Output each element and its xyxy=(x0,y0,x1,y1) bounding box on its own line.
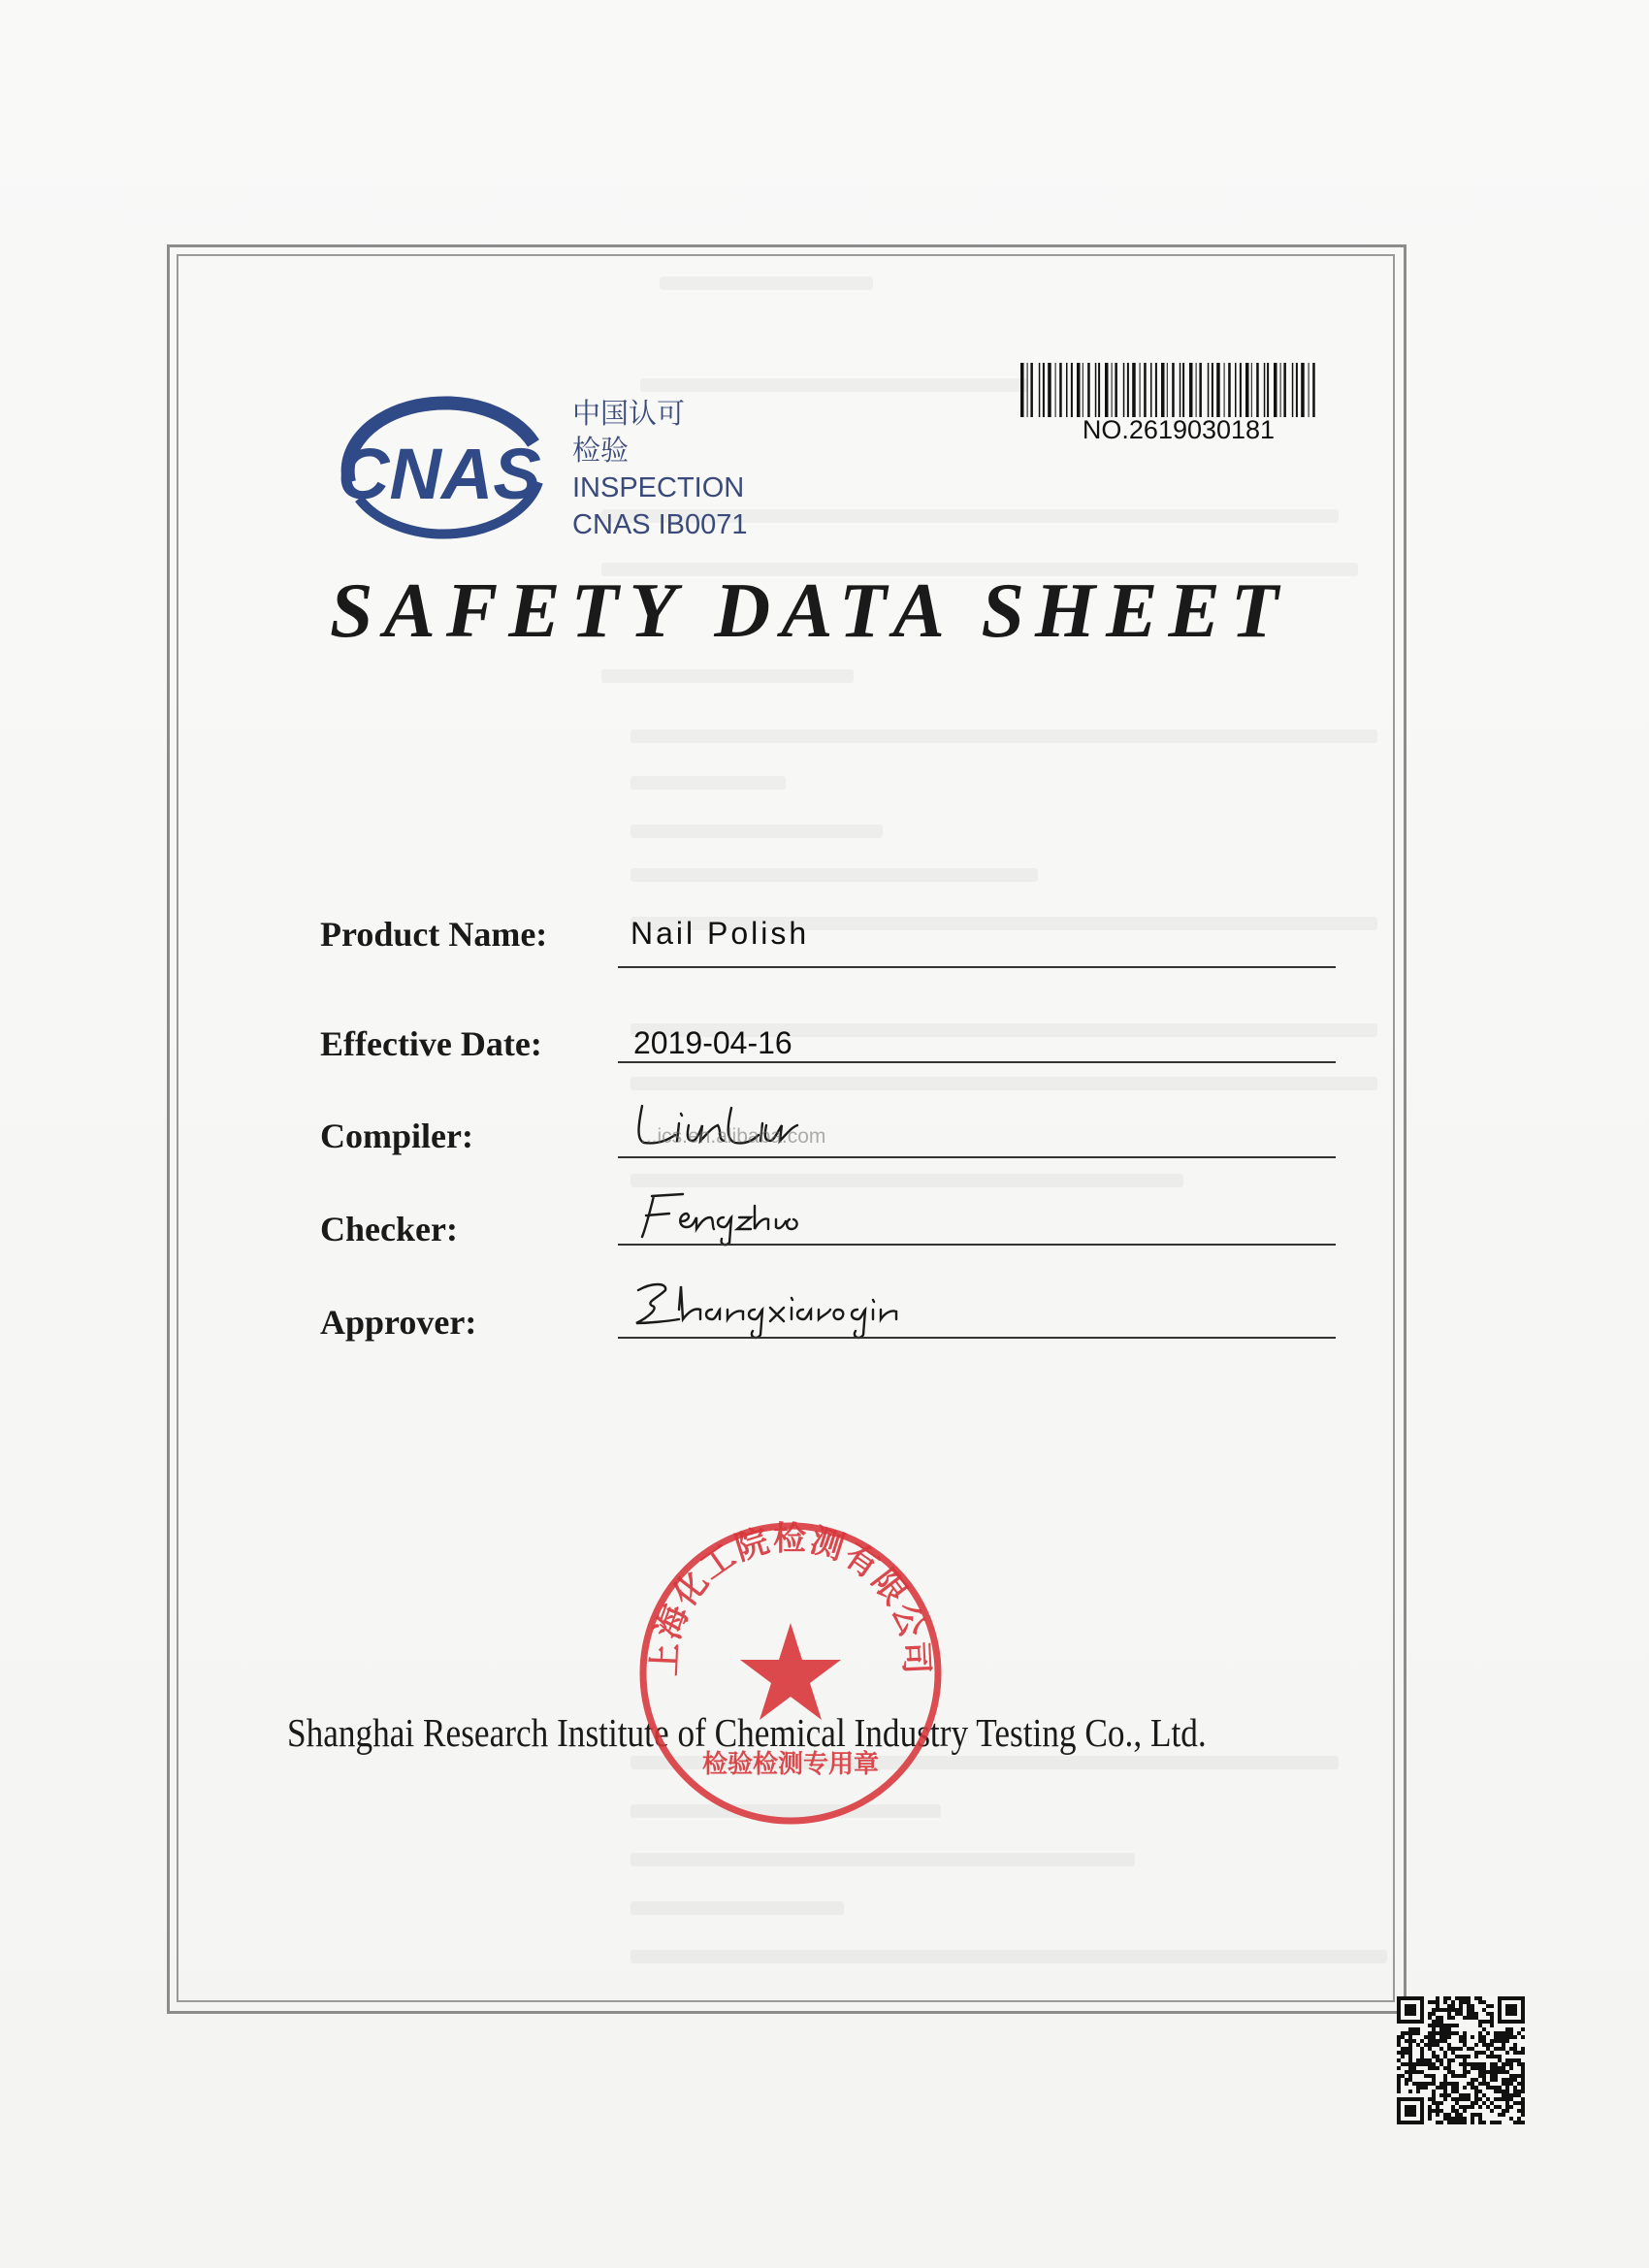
seal-outer-text: 上海化工院检测有限公司 xyxy=(645,1519,936,1677)
product-name-label: Product Name: xyxy=(320,915,548,954)
approver-signature xyxy=(629,1273,900,1343)
qr-code xyxy=(1397,1996,1525,2124)
checker-signature xyxy=(630,1188,805,1247)
checker-label: Checker: xyxy=(320,1210,458,1248)
barcode xyxy=(1018,363,1323,417)
seal-star-icon xyxy=(740,1623,841,1720)
product-name-line xyxy=(618,966,1336,968)
approver-label: Approver: xyxy=(320,1303,477,1342)
checker-line xyxy=(618,1244,1336,1246)
effective-date-value: 2019-04-16 xyxy=(633,1025,792,1060)
cnas-line-4: CNAS IB0071 xyxy=(572,509,748,540)
cnas-logo xyxy=(330,390,563,545)
document-title: SAFETY DATA SHEET xyxy=(330,568,1289,654)
effective-date-label: Effective Date: xyxy=(320,1024,542,1063)
product-name-value: Nail Polish xyxy=(630,916,810,951)
company-seal xyxy=(635,1518,946,1829)
cnas-accreditation-text xyxy=(572,396,748,543)
company-name: Shanghai Research Institute of Chemical Industry Testing Co., Ltd. xyxy=(287,1710,1207,1755)
certificate-number: NO.2619030181 xyxy=(1082,415,1276,444)
cnas-line-2: 检验 xyxy=(572,436,630,467)
compiler-line xyxy=(618,1156,1336,1158)
compiler-label: Compiler: xyxy=(320,1117,473,1155)
approver-line xyxy=(618,1337,1336,1339)
seal-inner-text: 检验检测专用章 xyxy=(701,1750,880,1779)
cnas-line-3: INSPECTION xyxy=(572,472,745,503)
watermark: ...ics.en.alibaba.com xyxy=(640,1125,826,1148)
cnas-logo-text: CNAS xyxy=(338,434,541,514)
cnas-line-1: 中国认可 xyxy=(572,399,686,430)
effective-date-line xyxy=(618,1061,1336,1063)
